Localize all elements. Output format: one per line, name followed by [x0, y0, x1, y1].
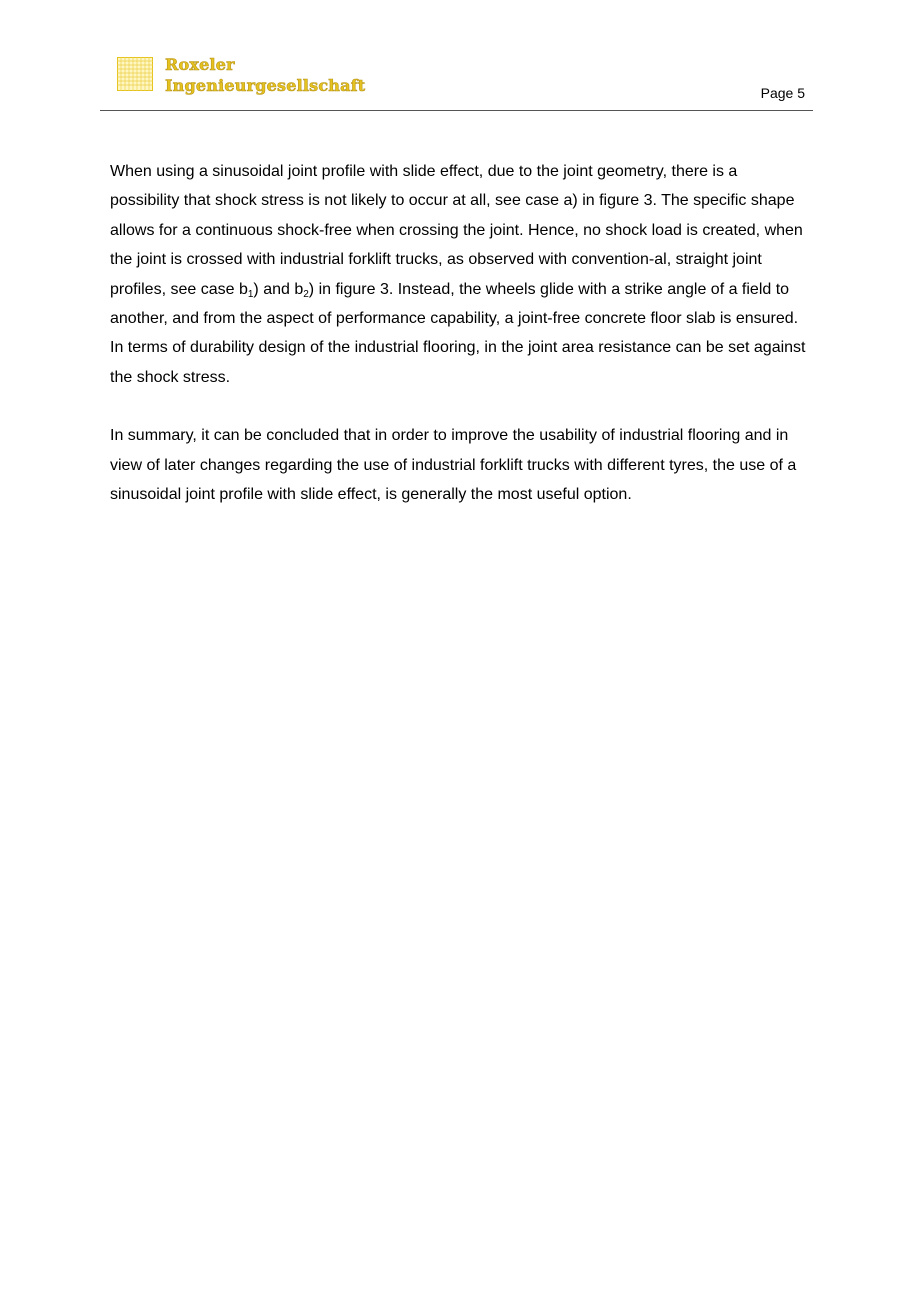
page-header	[100, 50, 813, 110]
subscript-2: 2	[303, 288, 309, 300]
page-number: Page 5	[760, 85, 805, 101]
paragraph-2: In summary, it can be concluded that in order to improve the usability of industrial flooring and in view of later changes regarding the use of industrial forklift trucks with different tyres, the use of a sinusoidal joint profile with slide effect, is generally the most useful option.	[110, 427, 797, 504]
header-divider	[100, 110, 813, 111]
grid-logo-icon	[117, 57, 153, 91]
company-name-line2: Ingenieurgesellschaft	[165, 76, 366, 95]
paragraph-1-text-c: ) in figure 3. Instead, the wheels glide with a strike angle of a field to another, and from the aspect of performance capability, a joint-free concrete floor slab is ensured. In terms of durability design of the industrial flooring, in the joint area resistance can be set against the shock stress.	[110, 280, 806, 386]
subscript-1: 1	[247, 288, 254, 300]
paragraph-1-text-a: When using a sinusoidal joint profile with slide effect, due to the joint geometry, there is a possibility that shock stress is not likely to occur at all, see case a) in figure 3. The specific shape allows for a continuous shock-free when crossing the joint. Hence, no shock load is created, when the joint is crossed with industrial forklift trucks, as observed with convention-al, straight joint profiles, see case b	[110, 163, 803, 298]
document-body	[110, 157, 810, 538]
company-logo-text	[165, 54, 365, 96]
paragraph-1-text-b: ) and b	[253, 280, 304, 298]
company-name-line1: Roxeler	[165, 55, 235, 74]
paragraph-1	[110, 157, 810, 392]
